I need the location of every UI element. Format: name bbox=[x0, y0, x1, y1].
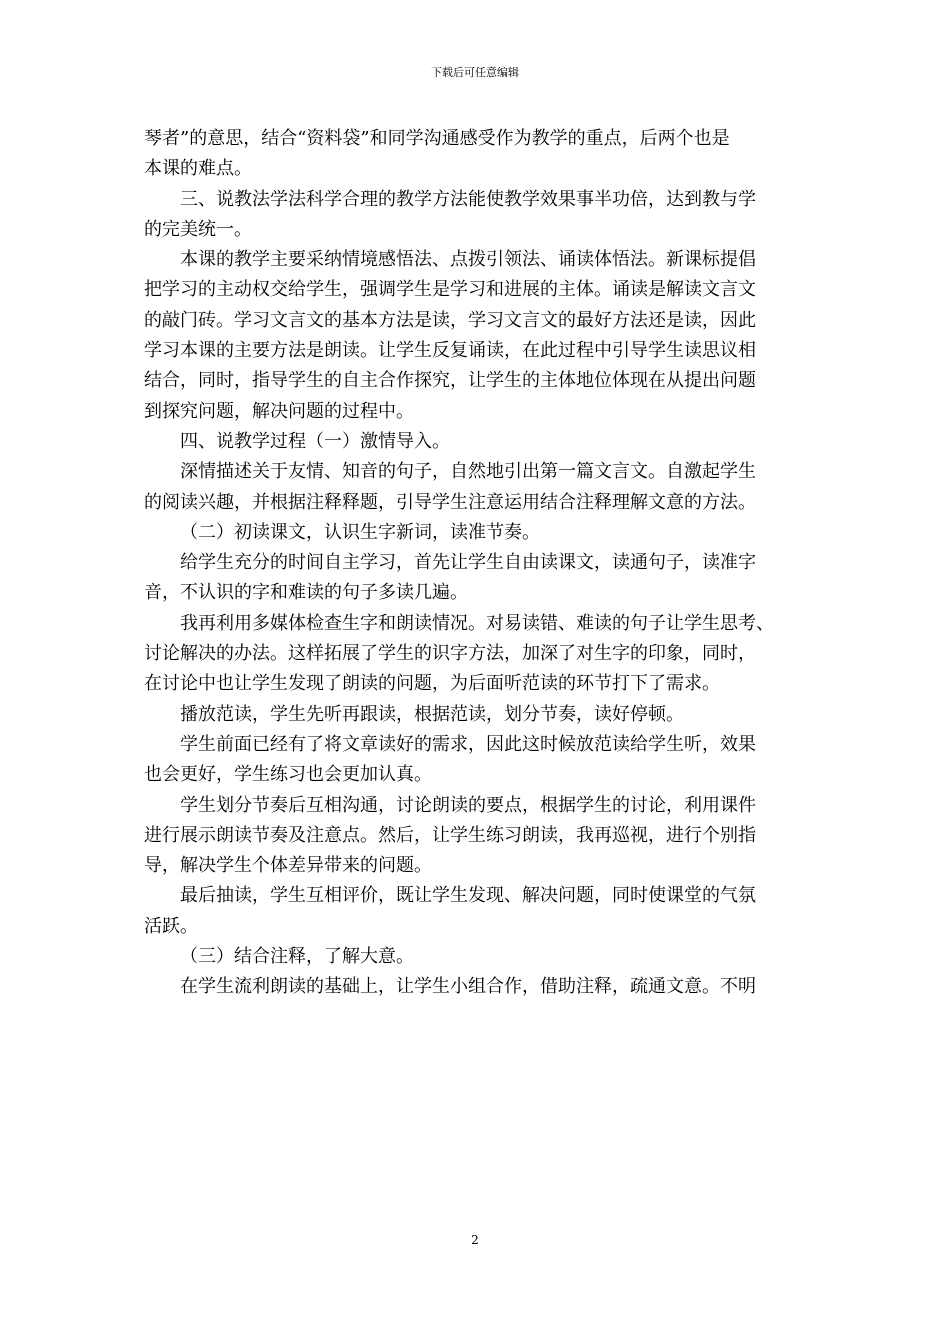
text-line: 本课的教学主要采纳情境感悟法、点拨引领法、诵读体悟法。新课标提倡 bbox=[180, 249, 756, 271]
section-heading: （三）结合注释，了解大意。 bbox=[180, 946, 414, 968]
text-line: 的阅读兴趣，并根据注释释题，引导学生注意运用结合注释理解文意的方法。 bbox=[144, 491, 756, 513]
text-line: 到探究问题，解决问题的过程中。 bbox=[144, 400, 414, 422]
text-line: 在讨论中也让学生发现了朗读的问题，为后面听范读的环节打下了需求。 bbox=[144, 673, 720, 695]
text-line: 最后抽读，学生互相评价，既让学生发现、解决问题，同时使课堂的气氛 bbox=[180, 885, 756, 907]
section-heading: （二）初读课文，认识生字新词，读准节奏。 bbox=[180, 521, 540, 543]
text-line: 音，不认识的字和难读的句子多读几遍。 bbox=[144, 582, 468, 604]
page-number: 2 bbox=[471, 1233, 479, 1247]
text-line: 进行展示朗读节奏及注意点。然后，让学生练习朗读，我再巡视，进行个别指 bbox=[144, 824, 756, 846]
text-line: 学生前面已经有了将文章读好的需求，因此这时候放范读给学生听，效果 bbox=[180, 733, 756, 755]
text-line: 也会更好，学生练习也会更加认真。 bbox=[144, 764, 432, 786]
text-line: 讨论解决的办法。这样拓展了学生的识字方法，加深了对生字的印象，同时， bbox=[144, 643, 756, 665]
text-line: 的敲门砖。学习文言文的基本方法是读，学习文言文的最好方法还是读，因此 bbox=[144, 309, 756, 331]
text-line: 给学生充分的时间自主学习，首先让学生自由读课文，读通句子，读准字 bbox=[180, 552, 756, 574]
text-line: 琴者”的意思，结合“资料袋”和同学沟通感受作为教学的重点，后两个也是 bbox=[144, 128, 730, 149]
text-line: 把学习的主动权交给学生，强调学生是学习和进展的主体。诵读是解读文言文 bbox=[144, 279, 756, 301]
text-line: 在学生流利朗读的基础上，让学生小组合作，借助注释，疏通文意。不明 bbox=[180, 976, 756, 998]
text-line: 结合，同时，指导学生的自主合作探究，让学生的主体地位体现在从提出问题 bbox=[144, 370, 756, 392]
text-line: 深情描述关于友情、知音的句子，自然地引出第一篇文言文。自激起学生 bbox=[180, 461, 756, 483]
text-line: 的完美统一。 bbox=[144, 218, 252, 240]
text-line: 播放范读，学生先听再跟读，根据范读，划分节奏，读好停顿。 bbox=[180, 703, 684, 725]
text-line: 本课的难点。 bbox=[144, 158, 252, 180]
text-line: 导，解决学生个体差异带来的问题。 bbox=[144, 855, 432, 877]
text-line: 学生划分节奏后互相沟通，讨论朗读的要点，根据学生的讨论，利用课件 bbox=[180, 794, 756, 816]
document-body bbox=[144, 124, 809, 1003]
text-line: 活跃。 bbox=[144, 915, 198, 937]
text-line: 学习本课的主要方法是朗读。让学生反复诵读，在此过程中引导学生读思议相 bbox=[144, 340, 756, 362]
section-heading: 四、说教学过程（一）激情导入。 bbox=[180, 430, 450, 452]
section-heading: 三、说教法学法科学合理的教学方法能使教学效果事半功倍，达到教与学 bbox=[180, 188, 756, 210]
page-header: 下载后可任意编辑 bbox=[431, 66, 519, 79]
text-line: 我再利用多媒体检查生字和朗读情况。对易读错、难读的句子让学生思考、 bbox=[180, 612, 774, 634]
